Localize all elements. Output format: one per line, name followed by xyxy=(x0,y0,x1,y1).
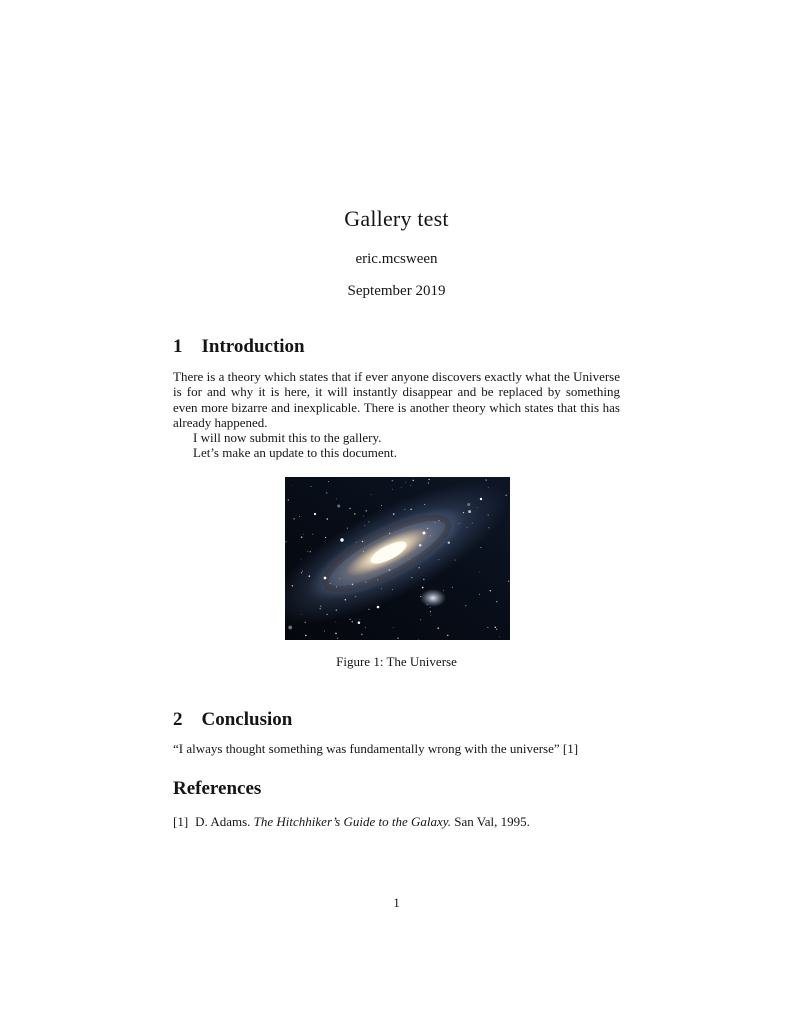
conclusion-text: “I always thought something was fundamentally wrong with the universe” [1] xyxy=(173,741,579,756)
section-heading-conclusion xyxy=(173,709,620,731)
document-date: September 2019 xyxy=(347,283,446,299)
section-title: Conclusion xyxy=(201,709,293,730)
page-number: 1 xyxy=(393,895,400,910)
document-author: eric.mcsween xyxy=(355,251,438,267)
section-heading-introduction xyxy=(173,336,620,358)
reference-title: The Hitchhiker’s Guide to the Galaxy. xyxy=(253,814,452,829)
reference-authors: D. Adams. xyxy=(195,814,251,829)
section-number: 2 xyxy=(173,709,183,730)
andromeda-galaxy-illustration xyxy=(285,477,510,640)
intro-paragraph-1: There is a theory which states that if ever anyone discovers exactly what the Universe is for and why it is here, it will instantly disappear and be replaced by something even more bizarre and inexplicable. There is another theory which states that this has already happened. xyxy=(173,369,620,430)
intro-paragraph-3: Let’s make an update to this document. xyxy=(193,445,397,461)
intro-paragraph-2: I will now submit this to the gallery. xyxy=(193,430,382,446)
figure-caption: Figure 1: The Universe xyxy=(336,654,457,669)
section-title: Introduction xyxy=(201,336,305,357)
references-heading: References xyxy=(173,778,262,799)
introduction-body xyxy=(173,369,620,461)
section-number: 1 xyxy=(173,336,183,357)
galaxy-figure-image xyxy=(285,477,510,640)
reference-publisher: San Val, 1995. xyxy=(454,814,530,829)
reference-label: [1] xyxy=(173,814,189,829)
document-title: Gallery test xyxy=(344,206,449,231)
reference-item xyxy=(173,814,620,829)
